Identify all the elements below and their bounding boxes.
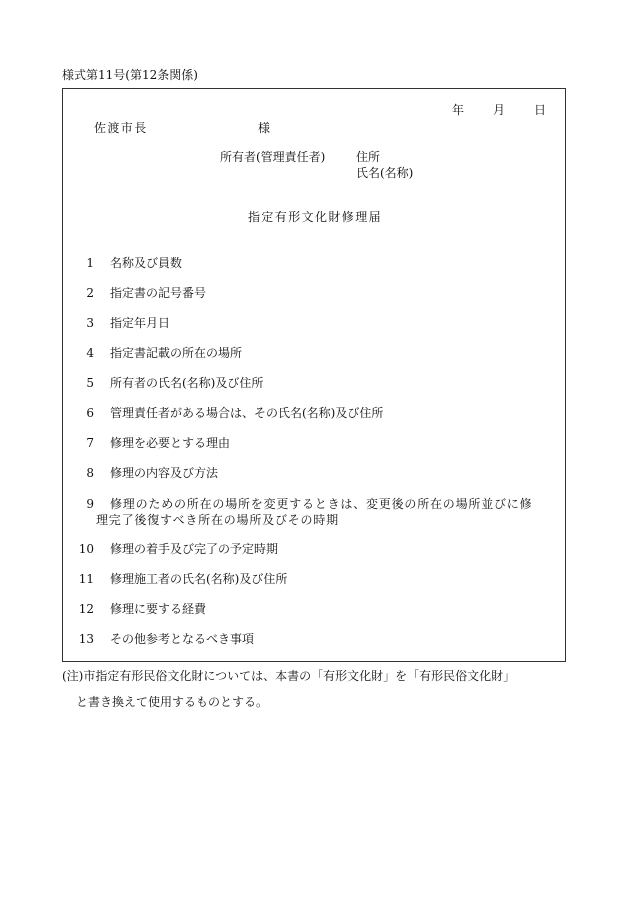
item-text: その他参考となるべき事項	[110, 632, 255, 646]
owner-name-label: 氏名(名称)	[356, 166, 414, 180]
date-day-label: 日	[534, 103, 547, 117]
item-number: 12	[78, 602, 94, 616]
note-line-1: (注)市指定有形民俗文化財については、本書の「有形文化財」を「有形民俗文化財」	[62, 669, 516, 683]
addressee-suffix: 様	[258, 121, 271, 135]
form-label: 様式第11号(第12条関係)	[62, 68, 198, 82]
item-text: 修理施工者の氏名(名称)及び住所	[110, 572, 288, 586]
item-text: 指定年月日	[110, 316, 171, 330]
item-text: 修理の着手及び完了の予定時期	[110, 542, 279, 556]
item-text: 修理を必要とする理由	[110, 436, 231, 450]
item-number: 9	[86, 497, 94, 511]
owner-label: 所有者(管理責任者)	[220, 150, 326, 164]
item-text: 修理に要する経費	[110, 602, 207, 616]
item-text: 修理のための所在の場所を変更するときは、変更後の所在の場所並びに修	[110, 497, 533, 511]
item-number: 10	[78, 542, 94, 556]
addressee-name: 佐渡市長	[94, 121, 148, 135]
date-month-label: 月	[493, 103, 506, 117]
item-number: 13	[78, 632, 94, 646]
date-year-label: 年	[452, 103, 465, 117]
item-text: 修理の内容及び方法	[110, 466, 219, 480]
item-number: 1	[86, 256, 94, 270]
item-number: 11	[78, 572, 94, 586]
item-text: 名称及び員数	[110, 256, 183, 270]
item-text: 指定書の記号番号	[110, 286, 207, 300]
note-line-2: と書き換えて使用するものとする。	[76, 695, 269, 709]
item-number: 7	[86, 436, 94, 450]
item-number: 6	[86, 406, 94, 420]
item-number: 5	[86, 376, 94, 390]
item-text: 所有者の氏名(名称)及び住所	[110, 376, 264, 390]
item-number: 2	[86, 286, 94, 300]
item-number: 3	[86, 316, 94, 330]
document-title: 指定有形文化財修理届	[248, 210, 383, 224]
item-text: 理完了後復すべき所在の場所及びその時期	[96, 513, 339, 527]
owner-address-label: 住所	[356, 150, 381, 164]
item-number: 4	[86, 346, 94, 360]
item-number: 8	[86, 466, 94, 480]
item-text: 管理責任者がある場合は、その氏名(名称)及び住所	[110, 406, 384, 420]
item-text: 指定書記載の所在の場所	[110, 346, 243, 360]
